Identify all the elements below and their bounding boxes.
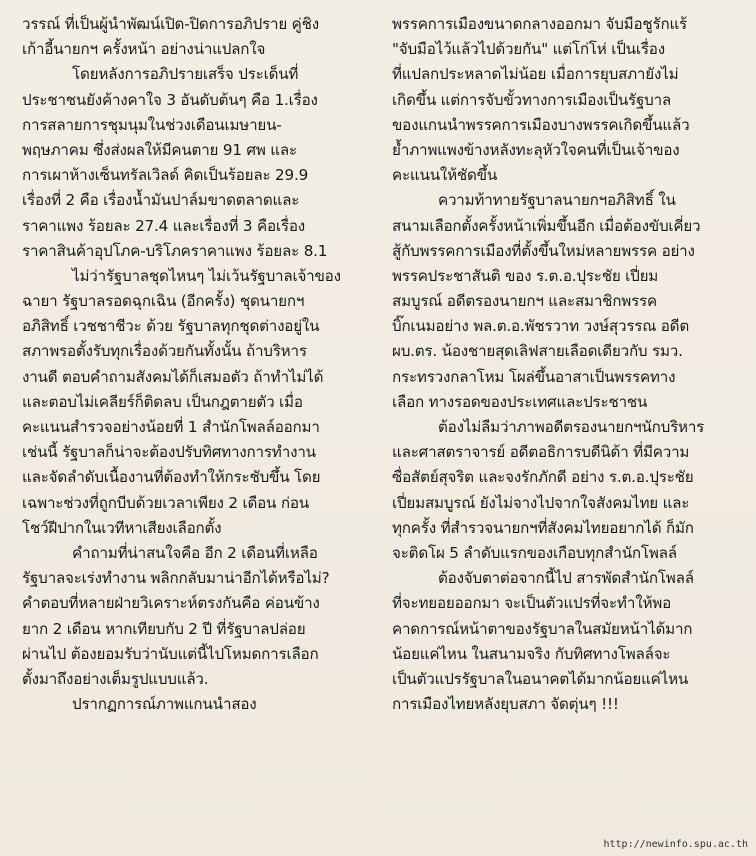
text-line: คะแนนให้ชัดขึ้น — [392, 166, 498, 185]
text-line: และศาสตราจารย์ อดีตอธิการบดีนิด้า ที่มีความ — [392, 443, 690, 462]
text-line: และตอบไม่เคลียร์ก็ติดลบ เป็นกฎตายตัว เมื่อ — [22, 392, 303, 411]
text-line: ต้องไม่ลืมว่าภาพอดีตรองนายกฯนักบริหาร — [438, 418, 705, 436]
text-line: งานดี ตอบคำถามสังคมได้ก็เสมอตัว ถ้าทำไม่ได้ — [22, 367, 324, 386]
text-line: รัฐบาลจะเร่งทำงาน พลิกกลับมาน่าอีกได้หรือไม่? — [22, 569, 330, 588]
text-line: เลือก ทางรอดของประเทศและประชาชน — [392, 392, 648, 411]
text-line: น้อยแค่ไหน ในสนามจริง กับทิศทางโพลล์จะ — [392, 644, 671, 663]
text-line: เรื่องที่ 2 คือ เรื่องน้ำมันปาล์มขาดตลาดและ — [22, 191, 300, 210]
text-line: และจัดลำดับเนื้องานที่ต้องทำให้กระชับขึ้น โดย — [22, 468, 321, 487]
text-line: โดยหลังการอภิปรายเสร็จ ประเด็นที่ — [72, 65, 299, 84]
text-line: ผบ.ตร. น้องชายสุดเลิฟสายเลือดเดียวกับ รมว. — [392, 342, 683, 361]
text-line: คำตอบที่หลายฝ่ายวิเคราะห์ตรงกันคือ ค่อนข้าง — [22, 594, 320, 613]
text-line: เช่นนี้ รัฐบาลก็น่าจะต้องปรับทิศทางการทำงาน — [22, 443, 316, 462]
text-line: พรรคประชาสันติ ของ ร.ต.อ.ปุระชัย เปี่ยม — [392, 266, 659, 285]
text-line: สมบูรณ์ อดีตรองนายกฯ และสมาชิกพรรค — [392, 292, 657, 311]
text-line: ไม่ว่ารัฐบาลชุดไหนๆ ไม่เว้นรัฐบาลเจ้าของ — [72, 266, 341, 285]
text-line: อภิสิทธิ์ เวชชาชีวะ ด้วย รัฐบาลทุกชุดต่างอยู่ใน — [22, 317, 320, 336]
text-line: สู้กับพรรคการเมืองที่ตั้งขึ้นใหม่หลายพรรค อย่าง — [392, 241, 695, 260]
text-line: การเมืองไทยหลังยุบสภา จัดตุ่นๆ !!! — [392, 695, 619, 714]
text-line: เป็นตัวแปรรัฐบาลในอนาคตได้มากน้อยแค่ไหน — [392, 669, 689, 688]
text-line: ฉายา รัฐบาลรอดฉุกเฉิน (อีกครั้ง) ชุดนายกฯ — [22, 292, 305, 311]
text-line: เก้าอี้นายกฯ ครั้งหน้า อย่างน่าแปลกใจ — [22, 40, 266, 59]
text-line: คำถามที่น่าสนใจคือ อีก 2 เดือนที่เหลือ — [72, 543, 318, 562]
text-line: ปรากฏการณ์ภาพแกนนำสอง — [72, 695, 257, 714]
text-line: ต้องจับตาต่อจากนี้ไป สารพัดสำนักโพลล์ — [438, 569, 694, 588]
text-line: ยาก 2 เดือน หากเทียบกับ 2 ปี ที่รัฐบาลปล่อย — [22, 619, 306, 638]
text-line: การเผาห้างเซ็นทรัลเวิลด์ คิดเป็นร้อยละ 29.9 — [22, 166, 309, 185]
text-line: ย้ำภาพแพงข้างหลังทะลุหัวใจคนที่เป็นเจ้าของ — [392, 140, 680, 159]
text-line: พฤษภาคม ซึ่งส่งผลให้มีคนตาย 91 ศพ และ — [22, 140, 297, 159]
text-line: ที่จะทยอยออกมา จะเป็นตัวแปรที่จะทำให้พอ — [392, 594, 672, 613]
text-line: สภาพรอตั้งรับทุกเรื่องด้วยกันทั้งนั้น ถ้าบริหาร — [22, 342, 307, 361]
text-line: ความท้าทายรัฐบาลนายกฯอภิสิทธิ์ ใน — [438, 191, 676, 210]
text-line: สนามเลือกตั้งครั้งหน้าเพิ่มขึ้นอีก เมื่อต้องขับเคี่ยว — [392, 216, 701, 235]
text-line: บิ๊กเนมอย่าง พล.ต.อ.พัชรวาท วงษ์สุวรรณ อดีต — [392, 317, 690, 336]
text-line: กระทรวงกลาโหม โผล่ขึ้นอาสาเป็นพรรคทาง — [392, 367, 676, 386]
text-line: คาดการณ์หน้าตาของรัฐบาลในสมัยหน้าได้มาก — [392, 619, 693, 638]
text-line: ราคาแพง ร้อยละ 27.4 และเรื่องที่ 3 คือเรื่อง — [22, 216, 305, 235]
text-line: ของแกนนำพรรคการเมืองบางพรรคเกิดขึ้นแล้ว — [392, 115, 690, 134]
text-line: จะติดโผ 5 ลำดับแรกของเกือบทุกสำนักโพลล์ — [392, 543, 677, 562]
text-line: การสลายการชุมนุมในช่วงเดือนเมษายน- — [22, 115, 282, 134]
text-line: คะแนนสำรวจอย่างน้อยที่ 1 สำนักโพลล์ออกมา — [22, 418, 320, 436]
text-line: ราคาสินค้าอุปโภค-บริโภคราคาแพง ร้อยละ 8.1 — [22, 241, 328, 260]
text-line: โชว์ฝีปากในเวทีหาเสียงเลือกตั้ง — [22, 518, 222, 537]
source-url: http://newinfo.spu.ac.th — [603, 839, 748, 850]
text-line: ซื่อสัตย์สุจริต และจงรักภักดี อย่าง ร.ต.อ.ปุระชัย — [392, 468, 694, 487]
text-line: วรรณ์ ที่เป็นผู้นำพัฒน์เปิด-ปิดการอภิปราย คู่ชิง — [22, 15, 319, 33]
text-line: ที่แปลกประหลาดไม่น้อย เมื่อการยุบสภายังไม่ — [392, 65, 679, 84]
text-line: พรรคการเมืองขนาดกลางออกมา จับมือชูรักแร้ — [392, 15, 687, 33]
article-column-right — [392, 12, 744, 717]
text-line: เปี่ยมสมบูรณ์ ยังไม่จางไปจากใจสังคมไทย และ — [392, 493, 690, 512]
text-line: ทุกครั้ง ที่สำรวจนายกฯที่สังคมไทยอยากได้ ก็มัก — [392, 518, 694, 537]
text-line: "จับมือไว้แล้วไปด้วยกัน" แต่โก่โห่ เป็นเรื่อง — [392, 40, 665, 59]
text-line: เฉพาะช่วงที่ถูกบีบด้วยเวลาเพียง 2 เดือน ก่อน — [22, 493, 309, 512]
text-line: ประชาชนยังค้างคาใจ 3 อันดับต้นๆ คือ 1.เรื่อง — [22, 90, 318, 109]
text-line: เกิดขึ้น แต่การจับขั้วทางการเมืองเป็นรัฐบาล — [392, 90, 672, 109]
article-column-left — [22, 12, 380, 717]
text-line: ผ่านไป ต้องยอมรับว่านับแต่นี้ไปโหมดการเลือก — [22, 644, 319, 663]
text-line: ตั้งมาถึงอย่างเต็มรูปแบบแล้ว. — [22, 669, 209, 688]
